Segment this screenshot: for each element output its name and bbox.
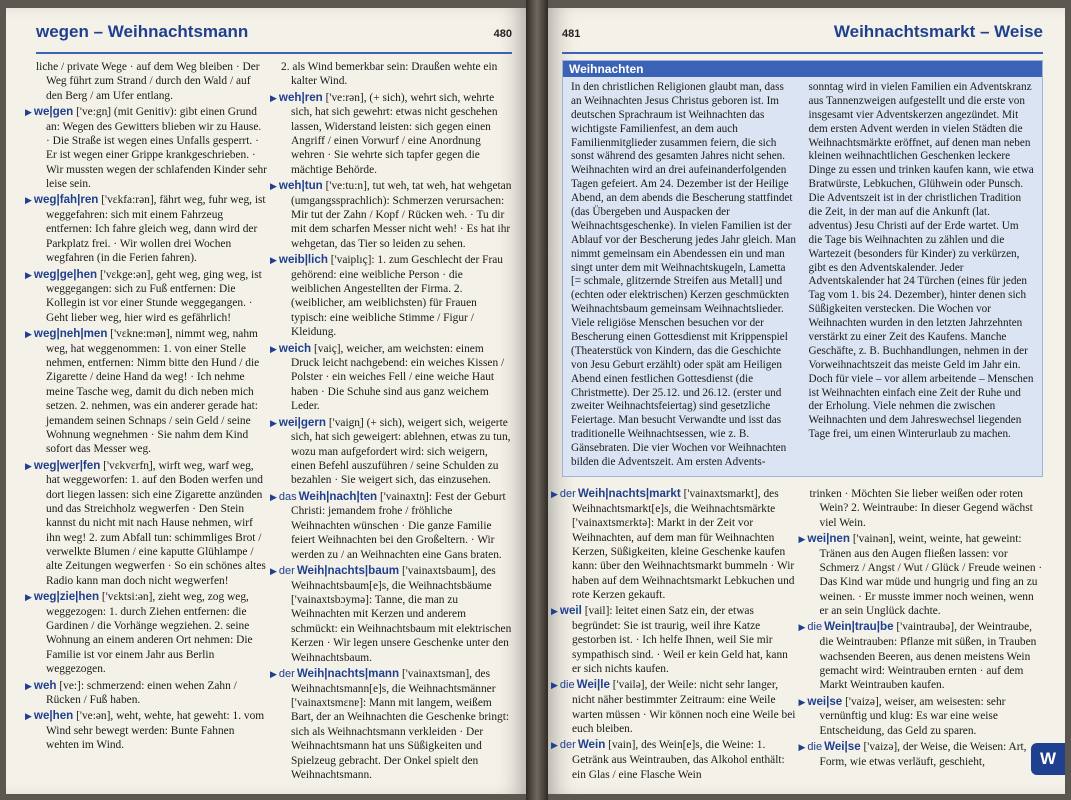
entry-headword: Weih|nachts|mann [296,666,400,680]
dictionary-entry [551,486,796,602]
entry-headword: Wei|le [576,678,610,692]
entry-arrow-icon: ▶ [551,740,558,751]
entry-arrow-icon: ▶ [798,696,806,707]
dictionary-entry [270,90,512,177]
left-column-2 [270,60,512,784]
entry-arrow-icon: ▶ [25,269,32,280]
entry-headword: weg|ge|hen [33,267,98,281]
entry-arrow-icon: ▶ [551,680,558,691]
left-running-head: wegen – Weihnachtsmann [36,22,249,41]
entry-headword: Weih|nachts|baum [296,563,400,577]
entry-arrow-icon: ▶ [25,195,32,206]
entry-definition: 2. als Wind bemerkbar sein: Draußen wehte ein kalter Wind. [281,61,498,88]
entry-headword: weh [33,678,57,692]
entry-article: der [278,667,295,680]
entry-definition: ['vainaxtsbaum], des Weihnachtsbaum[e]s, die Weihnachtsbäume ['vainaxtsbɔymə]: Tanne, die man zu Weihnachten mit Kerzen und anderem schmückt: ein Weihnachtsbaum mit elektrischen Kerzen · Wir legen unsere Geschenke unter den Weihnachtsbaum. [291,564,512,664]
dictionary-entry [25,327,267,456]
entry-arrow-icon: ▶ [798,742,806,753]
entry-definition: ['vɛkne:mən], nimmt weg, nahm weg, hat weggenommen: 1. von einer Stelle nehmen, entfernen: Nimm bitte den Hund / die Zigarette / deine Hand da weg! · Ich nehme meine Tasche weg, damit du dich neben mich setzen. 2. nehmen, was ein anderer gerade hat: jemandem seinen Schnaps / sein Geld / seine Wohnung wegnehmen · Sie nahm dem Kind sofort das Messer weg. [46,328,260,456]
entry-article: der [559,739,576,752]
info-box-column-2 [809,81,1035,470]
right-page-number: 481 [562,28,581,40]
left-page-number: 480 [493,28,512,40]
dictionary-entry [551,678,796,736]
entry-definition: ['ve:tu:n], tut weh, tat weh, hat wehgetan (umgangssprachlich): Schmerzen verursachen: Mir tut der Zahn / Kopf / Rücken weh. · Tu dir mit dem scharfen Messer nicht weh! · Es hat ihr wehgetan, das Tier so leiden zu sehen. [291,180,512,250]
right-column-1 [551,486,796,784]
entry-definition: [ve:]: schmerzend: einen wehen Zahn / Rücken / Fuß haben. [46,679,237,707]
right-columns [551,486,1043,784]
entry-arrow-icon: ▶ [798,534,806,545]
right-page-header [562,22,1043,50]
entry-arrow-icon: ▶ [270,417,277,428]
entry-arrow-icon: ▶ [25,592,32,603]
entry-definition: ['vɛktsi:ən], zieht weg, zog weg, weggezogen: 1. durch Ziehen entfernen: die Gardinen / die Vorhänge wegziehen. 2. seine Wohnung an einem anderen Ort nehmen: Die Familie ist vor einem Jahr aus Berlin weggezogen. [46,591,253,676]
entry-headword: Wei|se [824,740,861,754]
entry-headword: we|hen [33,709,74,723]
entry-arrow-icon: ▶ [25,680,32,691]
entry-headword: we|gen [33,105,74,119]
entry-definition: trinken · Möchten Sie lieber weißen oder roten Wein? 2. Weintraube: In dieser Gegend wächst viel Wein. [809,487,1033,529]
entry-definition: liche / private Wege · auf dem Weg bleiben · Der Weg führt zum Strand / durch den Wald / auf den Berg / am Ufer entlang. [36,61,260,102]
entry-arrow-icon: ▶ [270,491,277,502]
entry-arrow-icon: ▶ [270,565,277,576]
entry-headword: weil [559,604,582,618]
dictionary-entry [270,563,512,665]
entry-headword: weg|fah|ren [33,193,99,207]
entry-headword: weg|wer|fen [33,458,101,472]
left-page-header [36,22,512,50]
entry-definition: ['vainən], weint, weinte, hat geweint: Tränen aus den Augen fließen lassen: vor Schmerz / Angst / Wut / Glück / Freude weinen · Das Kind war müde und hungrig und fing an zu weinen. · Er musste immer noch weinen, wenn er an sein Unglück dachte. [819,533,1043,618]
entry-definition: ['ve:gn̩] (mit Genitiv): gibt einen Grund an: Wegen des Gewitters blieben wir zu Hause. · Die Straße ist wegen eines Unfalls gesperrt. · Er ist wegen einer Grippe krankgeschrieben. · Wir mussten wegen der schlafenden Kinder sehr leise sein. [46,106,267,191]
entry-article: der [278,564,295,577]
dictionary-entry [25,709,267,752]
entry-arrow-icon: ▶ [270,181,277,192]
entry-arrow-icon: ▶ [270,343,277,354]
dictionary-entry [551,738,796,782]
dictionary-entry [798,740,1044,769]
entry-arrow-icon: ▶ [25,107,32,118]
dictionary-entry [25,458,267,588]
dictionary-entry [25,267,267,326]
entry-definition: ['vailə], der Weile: nicht sehr langer, nicht näher bestimmter Zeitraum: eine Weile warten müssen · Wir können noch eine Weile bei euch bleiben. [572,679,796,735]
left-header-rule [36,52,512,54]
dictionary-entry [270,253,512,339]
dictionary-entry [798,620,1044,692]
dictionary-entry [810,487,1044,530]
entry-headword: Weih|nach|ten [298,489,378,503]
dictionary-entry [25,105,267,191]
entry-arrow-icon: ▶ [25,329,32,340]
dictionary-entry [25,590,267,676]
entry-headword: Wein|trau|be [824,620,894,634]
entry-definition: ['vaizə], der Weise, die Weisen: Art, Form, wie etwas verläuft, geschieht, [819,741,1027,768]
entry-arrow-icon: ▶ [270,668,277,679]
entry-headword: Weih|nachts|markt [577,486,681,500]
entry-definition: ['vaiplıç]: 1. zum Geschlecht der Frau gehörend: eine weibliche Person · die weiblichen Angestellten der Firma. 2. (weiblicher, am weiblichsten) für Frauen typisch: eine weibliche Stimme / Figur / Kleidung. [291,254,503,339]
entry-arrow-icon: ▶ [25,460,32,471]
dictionary-entry [798,532,1044,618]
right-column-2 [798,487,1044,784]
info-box-text-1: In den christlichen Religionen glaubt man, dass an Weihnachten Jesus Christus geboren ist. Im deutschen Sprachraum ist Weihnachten das wichtigste Familienfest, an dem auch Familienmitglieder zusammen feiern, die sich sonst während des gesamten Jahres nicht sehen. Weihnachten wird an drei aufeinanderfolgenden Tagen gefeiert. Am 24. Dezember ist der Heilige Abend, an dem abends die Bescherung stattfindet (das Übergeben und Auspacken der Weihnachtsgeschenke). In vielen Familien ist der Ablauf vor der Bescherung jedes Jahr gleich. Man nimmt gemeinsam ein Abendessen ein und man singt unter dem mit Weihnachtskugeln, Lametta [= schmale, glitzernde Streifen aus Metall] und (echten oder elektrischen) Kerzen geschmückten Weihnachtsbaum gemeinsam Weihnachtslieder. Viele religiöse Menschen besuchen vor der Bescherung einen Gottesdienst mit Krippenspiel (Theaterstück von Kindern, das die Geschichte von Jesu Geburt erzählt) oder spät am Heiligen Abend einen festlichen Gottesdienst (die Christmette). Der 25.12. und 26.12. (erster und zweiter Weihnachtsfeiertag) sind gesetzliche Feiertage. Man besucht Verwandte und isst das traditionelle Weihnachtsessen, wie z. B. Gänsebraten. Die vier Wochen vor Weihnachten bilden die Adventszeit. Am ersten Advents- [571,81,796,469]
entry-definition: [vain], des Wein[e]s, die Weine: 1. Getränk aus Weintrauben, das Alkohol enthält: ein Glas / eine Flasche Wein [572,739,785,781]
thumb-index-tab: W [1031,743,1065,775]
entry-headword: weich [278,341,312,355]
dictionary-entry [798,694,1044,738]
entry-definition: ['vɛkfa:rən], fährt weg, fuhr weg, ist weggefahren: sich mit einem Fahrzeug entfernen: Ich fahre gleich weg, dann wird der Parkplatz frei. · Wir wollen drei Wochen wegfahren (in die Ferien fahren). [46,194,266,265]
dictionary-entry [551,604,796,676]
entry-arrow-icon: ▶ [25,711,32,722]
weihnachten-info-box [562,60,1043,477]
entry-article: die [559,679,575,692]
entry-definition: [vail]: leitet einen Satz ein, der etwas begründet: Sie ist traurig, weil ihre Katze gestorben ist. · Ich helfe Ihnen, weil Sie mir sympathisch sind. · Weil er kein Geld hat, kann er sich nichts kaufen. [572,605,788,675]
left-columns [25,60,512,784]
entry-headword: wei|nen [807,532,850,546]
dictionary-entry [25,193,267,265]
info-box-column-1 [571,81,797,470]
right-header-rule [562,52,1043,54]
entry-headword: weh|ren [278,90,323,104]
entry-definition: ['ve:rən], (+ sich), wehrt sich, wehrte sich, hat sich gewehrt: etwas nicht geschehen lassen, Widerstand leisten: sich gegen einen Angriff / einen Vorwurf / eine Anordnung wehren · Sie wehrte sich tapfer gegen die mächtige Behörde. [291,91,498,176]
entry-definition: ['vainaxtn̩]: Fest der Geburt Christi: jemandem frohe / fröhliche Weihnachten wünschen · Die ganze Familie feiert Weihnachten bei den Großeltern. · Wir werden zu / an Weihnachten eine Gans braten. [291,490,506,561]
right-page [548,8,1065,794]
entry-definition: ['ve:ən], weht, wehte, hat geweht: 1. vom Wind sehr bewegt werden: Bunte Fahnen wehten im Wind. [46,710,265,752]
entry-headword: weib|lich [278,253,328,267]
entry-headword: Wein [577,738,606,752]
entry-article: das [278,490,297,503]
entry-headword: weh|tun [278,179,323,193]
info-box-title: Weihnachten [563,61,1042,77]
entry-definition: ['vɛkge:ən], geht weg, ging weg, ist weggegangen: sich zu Fuß entfernen: Die Kollegin ist vor einer Stunde weggegangen. · Geht lieber weg, hier wird es gefährlich! [46,268,262,324]
entry-arrow-icon: ▶ [551,488,558,499]
dictionary-entry [270,489,512,562]
entry-article: der [559,487,576,500]
book-gutter [526,0,548,800]
info-box-body [563,77,1042,476]
entry-article: die [807,741,823,754]
dictionary-entry [36,60,267,103]
dictionary-entry [270,179,512,251]
left-column-1 [25,60,267,784]
entry-headword: weg|neh|men [33,327,108,341]
entry-definition: ['vaintraubə], der Weintraube, die Weintrauben: Pflanze mit süßen, in Trauben wachsenden Beeren, aus denen meistens Wein gemacht wird: Weintrauben ernten · auf dem Markt Weintrauben kaufen. [819,621,1037,692]
entry-arrow-icon: ▶ [551,606,558,617]
entry-definition: ['vɛkvɛrfn̩], wirft weg, warf weg, hat weggeworfen: 1. auf den Boden werfen und dort liegen lassen: sich eine Zigarette anzünden und das Streichholz wegwerfen · Den Stein kannst du nicht mit nach Hause nehmen, wirf ihn weg! 2. zum Abfall tun: schimmliges Brot / verwelkte Blumen / eine kaputte Glühlampe / alte Zeitungen wegwerfen · So ein schönes altes Radio kann man doch nicht wegwerfen! [46,459,266,587]
info-box-text-2: sonntag wird in vielen Familien ein Adventskranz aus Tannenzweigen aufgestellt und die erste von insgesamt vier Adventskerzen angezündet. Mit dem ersten Advent werden in vielen Städten die Weihnachtsmärkte eröffnet, auf denen man neben kleinen weihnachtlichen Geschenken leckere Dinge zu essen und trinken kaufen kann, wie etwa Bratwürste, Lebkuchen, Glühwein oder Punsch. Die Adventszeit ist in der christlichen Tradition die Zeit, in der man auf die Ankunft (lat. adventus) Jesu Christi auf der Erde wartet. Um die Tage bis Weihnachten zu zählen und die Wartezeit (besonders für Kinder) zu verkürzen, gibt es den Adventskalender. Jeder Adventskalender hat 24 Türchen (eines für jeden Tag vom 1. bis 24. Dezember), hinter denen sich Süßigkeiten verstecken. Die Wochen vor Weihnachten wurden in den letzten Jahrzehnten verstärkt zu einer Zeit des Kaufens. Manche Geschäfte, z. B. Buchhandlungen, nehmen in der Vorweihnachtszeit das meiste Geld im Jahr ein. Doch für viele – vor allem arbeitende – Menschen ist Weihnachten einfach eine Zeit der Ruhe und der Erholung. Viele nehmen die zwischen Weihnachten und dem Jahreswechsel liegenden Tage frei, um einen Winterurlaub zu machen. [808,81,1034,441]
entry-arrow-icon: ▶ [798,622,806,633]
entry-headword: wei|gern [278,415,326,429]
dictionary-entry [25,678,267,708]
entry-definition: ['vainaxtsman], des Weihnachtsmann[e]s, die Weihnachtsmänner ['vainaxtsmɛnɐ]: Mann mit langem, weißem Bart, der an Weihnachten die Geschenke bringt: sich als Weihnachtsmann verkleiden · Der Weihnachtsmann hat uns Süßigkeiten und Spielzeug gebracht. Der Onkel spielt den Weihnachtsmann. [291,667,510,781]
entry-definition: ['vaizə], weiser, am weisesten: sehr vernünftig und klug: Es war eine weise Entscheidung, das Geld zu sparen. [819,695,1006,737]
entry-definition: ['vainaxtsmarkt], des Weihnachtsmarkt[e]s, die Weihnachtsmärkte ['vainaxtsmɛrktə]: Markt in der Zeit vor Weihnachten, auf dem man für Weihnachten Kerzen, Süßigkeiten, kleine Geschenke kaufen kann: über den Weihnachtsmarkt bummeln · Wir haben auf dem Weihnachtsmarkt Lebkuchen und rote Kerzen gekauft. [572,487,795,601]
dictionary-entry [270,666,512,782]
entry-headword: weg|zie|hen [33,590,100,604]
entry-definition: [vaiç], weicher, am weichsten: einem Druck leicht nachgebend: ein weiches Kissen / Polster · ein weiches Fell / eine weiche Haut haben · Die Schuhe sind aus ganz weichem Leder. [291,342,505,413]
right-running-head: Weihnachtsmarkt – Weise [833,22,1043,41]
entry-arrow-icon: ▶ [270,255,277,266]
entry-headword: wei|se [807,694,843,708]
dictionary-entry [281,60,512,89]
left-page [6,8,526,794]
entry-article: die [807,621,823,634]
entry-definition: ['vaign̩] (+ sich), weigert sich, weigerte sich, hat sich geweigert: ablehnen, etwas zu tun, wozu man aufgefordert wird: sich weigern, einen Befehl auszuführen / seine Schulden zu bezahlen · Sie weigert sich, das einzusehen. [291,416,511,487]
dictionary-entry [270,341,512,414]
dictionary-entry [270,415,512,488]
entry-arrow-icon: ▶ [270,92,277,103]
